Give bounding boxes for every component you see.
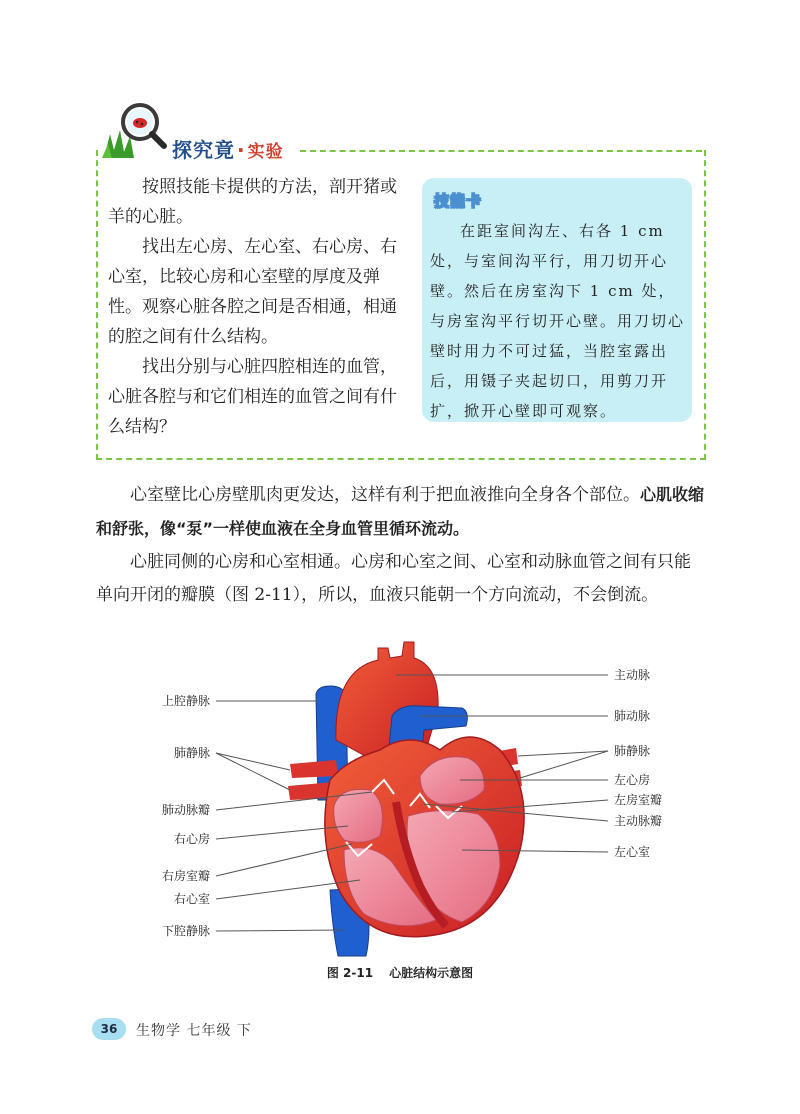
skill-card [422,178,692,422]
body-paragraph-1-normal: 心室壁比心房壁肌肉更发达，这样有利于把血液推向全身各个部位。 [130,485,640,505]
body-text [96,478,706,612]
explore-paragraph: 找出左心房、左心室、右心房、右心室，比较心房和心室壁的厚度及弹性。观察心脏各腔之间是否相通，相通的腔之间有什么结构。 [108,237,397,347]
explore-title-sub: 实验 [247,142,284,162]
skill-card-title: 技能卡 [434,192,483,210]
caption-title: 心脏结构示意图 [389,966,474,980]
pulmonary-vein-left-1 [290,760,338,778]
label-inferior-vena-cava: 下腔静脉 [161,924,210,938]
body-paragraph-1 [96,478,706,546]
explore-title-main: 探究竟 [172,138,235,162]
explore-title-dot: · [237,138,246,162]
caption-number: 图 2-11 [326,966,374,980]
label-aortic-valve: 主动脉瓣 [614,814,663,828]
label-right-av-valve: 右房室瓣 [161,869,210,883]
label-superior-vena-cava: 上腔静脉 [161,694,210,708]
label-pulmonary-valve: 肺动脉瓣 [161,803,210,817]
heart-diagram [0,630,800,960]
figure-caption [0,964,800,981]
label-pulmonary-vein-right: 肺静脉 [614,744,651,758]
explore-text [108,172,404,442]
body-paragraph-2: 心脏同侧的心房和心室相通。心房和心室之间、心室和动脉血管之间有只能单向开闭的瓣膜（图 2-11），所以，血液只能朝一个方向流动，不会倒流。 [96,552,691,605]
right-atrium [334,789,383,842]
explore-paragraph: 按照技能卡提供的方法，剖开猪或羊的心脏。 [108,177,397,227]
skill-card-text: 在距室间沟左、右各 1 cm 处，与室间沟平行，用刀切开心壁。然后在房室沟下 1 cm 处，与房室沟平行切开心壁。用刀切心壁时用力不可过猛，当腔室露出后，用镊子夹起切口，用剪刀开扩，掀开心壁即可观察。 [430,222,686,420]
label-pulmonary-vein-left: 肺静脉 [173,746,210,760]
label-left-ventricle: 左心室 [614,845,651,859]
label-right-ventricle: 右心室 [173,892,210,906]
book-title: 生物学 七年级 下 [136,1023,252,1039]
label-left-atrium: 左心房 [614,773,651,787]
label-left-av-valve: 左房室瓣 [614,793,663,807]
label-right-atrium: 右心房 [173,832,210,846]
body-paragraph-1-bold: 心肌收缩和舒张，像“泵”一样使血液在全身血管里循环流动。 [96,485,705,538]
explore-paragraph: 找出分别与心脏四腔相连的血管，心脏各腔与和它们相连的血管之间有什么结构？ [108,357,397,437]
label-aorta: 主动脉 [614,668,651,682]
explore-title [172,134,284,163]
label-pulmonary-artery: 肺动脉 [614,709,651,723]
page-number: 36 [92,1018,126,1040]
